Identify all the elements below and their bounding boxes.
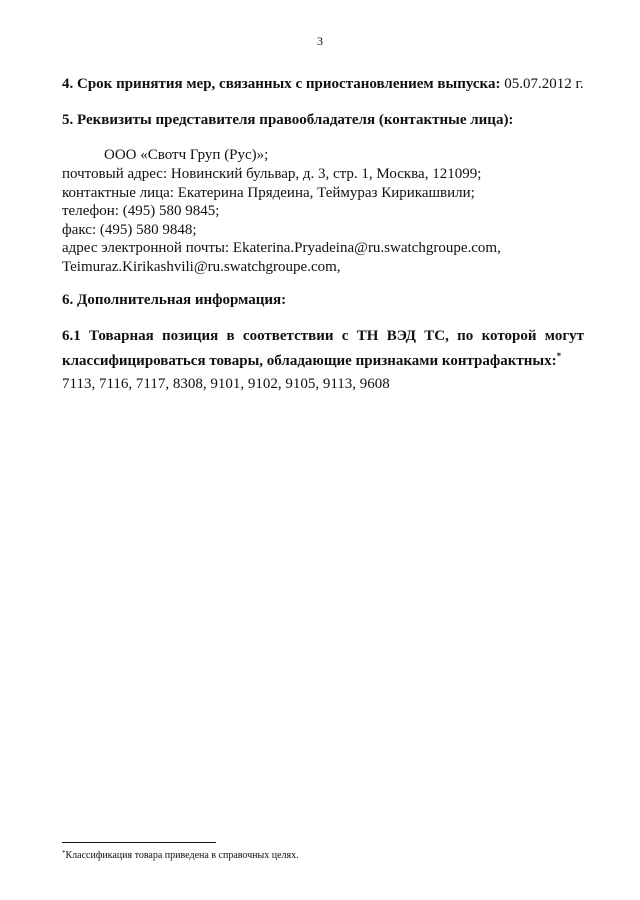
phone: телефон: (495) 580 9845; xyxy=(62,203,220,219)
contact-persons: контактные лица: Екатерина Прядеина, Теймураз Кирикашвили; xyxy=(62,184,475,201)
item-6-1-line-1: 6.1 Товарная позиция в соответствии с ТН ВЭД ТС, по которой могут xyxy=(62,328,584,344)
contact-details xyxy=(62,165,501,276)
section-5-heading: 5. Реквизиты представителя правообладателя (контактные лица): xyxy=(62,112,514,128)
section-6-heading: 6. Дополнительная информация: xyxy=(62,292,287,308)
company-name: ООО «Свотч Груп (Рус)»; xyxy=(104,147,269,163)
item-6-1-line-2 xyxy=(62,346,584,371)
tariff-codes: 7113, 7116, 7117, 8308, 9101, 9102, 9105, 9113, 9608 xyxy=(62,376,390,392)
page-number: 3 xyxy=(317,34,323,48)
section-4 xyxy=(62,76,584,93)
email-line-1: адрес электронной почты: Ekaterina.Pryadeina@ru.swatchgroupe.com, xyxy=(62,240,501,256)
footnote xyxy=(62,849,299,861)
fax: факс: (495) 580 9848; xyxy=(62,221,197,238)
footnote-marker: * xyxy=(62,849,66,857)
postal-address: почтовый адрес: Новинский бульвар, д. 3, стр. 1, Москва, 121099; xyxy=(62,166,482,182)
section-4-date: 05.07.2012 г. xyxy=(504,76,584,92)
footnote-divider xyxy=(62,842,216,843)
section-4-label: 4. Срок принятия мер, связанных с приостановлением выпуска: xyxy=(62,76,501,92)
footnote-text: Классификация товара приведена в справочных целях. xyxy=(65,850,299,861)
item-6-1 xyxy=(62,326,584,371)
item-6-1-line-2-text: классифицироваться товары, обладающие признаками контрафактных: xyxy=(62,353,557,369)
footnote-reference: * xyxy=(556,351,562,361)
email-line-2: Teimuraz.Kirikashvili@ru.swatchgroupe.com, xyxy=(62,258,341,275)
